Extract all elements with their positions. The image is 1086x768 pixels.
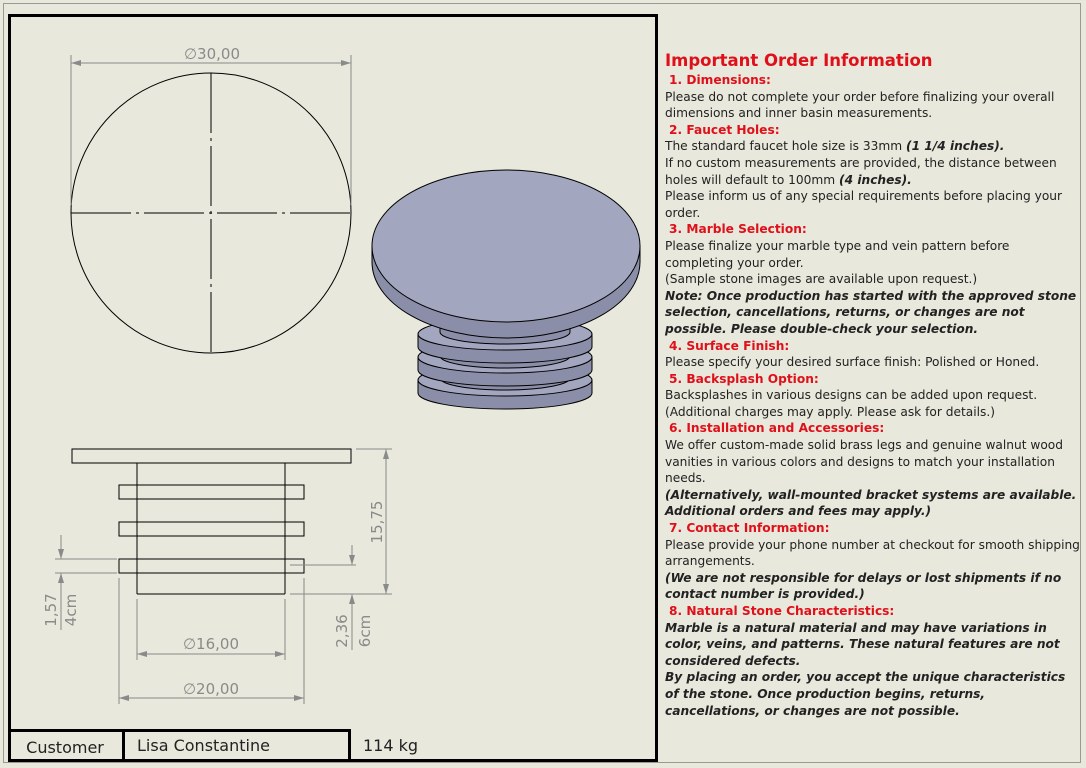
section-text-run: Please inform us of any special requirements before placing your order. xyxy=(665,189,1063,220)
section-heading: 3. Marble Selection: xyxy=(669,222,807,237)
customer-name: Lisa Constantine xyxy=(125,729,351,762)
section-text-run: Please provide your phone number at checkout for smooth shipping arrangements. xyxy=(665,537,1080,569)
ring-thickness-in-label: 1,57 xyxy=(42,593,60,627)
height-label: 15,75 xyxy=(368,500,386,544)
isometric-view xyxy=(372,170,640,409)
section-text xyxy=(665,238,1080,271)
section-note: By placing an order, you accept the unique characteristics of the stone. Once production begins, returns, cancellations, or changes are not possible. xyxy=(665,670,1066,718)
title-block xyxy=(8,729,658,762)
section-text xyxy=(665,437,1080,487)
customer-label: Customer xyxy=(8,729,125,762)
section-text-run: The standard faucet hole size is 33mm xyxy=(665,139,906,154)
section-text-emphasis: (4 inches). xyxy=(839,172,912,187)
top-view xyxy=(71,45,351,353)
section-text-run: (Additional charges may apply. Please ask for details.) xyxy=(665,404,995,419)
weight-value: 114 kg xyxy=(363,736,419,755)
section-text xyxy=(665,89,1080,122)
section-text xyxy=(665,537,1080,570)
section-note: (We are not responsible for delays or lost shipments if no contact number is provided.) xyxy=(665,570,1062,602)
section-text-run: Please do not complete your order before finalizing your overall dimensions and inner basin measurements. xyxy=(665,89,1055,121)
lower-gap-in-label: 2,36 xyxy=(333,614,351,648)
ring-thickness-cm-label: 4cm xyxy=(62,593,80,627)
ring-diameter-label: ∅20,00 xyxy=(182,680,240,698)
section-text-run: We offer custom-made solid brass legs and genuine walnut wood vanities in various colors and designs to match your installation needs. xyxy=(665,438,1064,486)
section-heading: 8. Natural Stone Characteristics: xyxy=(669,604,895,618)
top-dim-arrow-left xyxy=(71,60,81,66)
section-heading: 5. Backsplash Option: xyxy=(669,371,819,386)
section-note: Note: Once production has started with the approved stone selection, cancellations, returns, or changes are not possible. Please double-check your selection. xyxy=(665,288,1077,336)
lower-gap-cm-label: 6cm xyxy=(356,614,374,648)
section-heading: 7. Contact Information: xyxy=(669,521,830,536)
section-text-run: Please specify your desired surface finish: Polished or Honed. xyxy=(665,355,1040,370)
section-text-run: Please finalize your marble type and vein pattern before completing your order. xyxy=(665,238,1010,270)
section-text-run: (Sample stone images are available upon request.) xyxy=(665,272,978,287)
section-heading: 1. Dimensions: xyxy=(669,73,771,87)
section-note: (Alternatively, wall-mounted bracket systems are available. Additional orders and fees may apply.) xyxy=(665,487,1077,519)
stem-diameter-label: ∅16,00 xyxy=(182,635,240,653)
info-sections xyxy=(665,72,1080,719)
section-text xyxy=(665,354,1080,371)
section-text-run: Backsplashes in various designs can be added upon request. xyxy=(665,388,1038,403)
order-info-panel xyxy=(665,50,1080,719)
section-text-run: If no custom measurements are provided, the distance between holes will default to 100mm xyxy=(665,155,1057,187)
section-text xyxy=(665,404,1080,421)
section-text xyxy=(665,138,1080,155)
section-heading: 6. Installation and Accessories: xyxy=(669,421,885,436)
section-text-emphasis: (1 1/4 inches). xyxy=(906,139,1005,154)
section-text xyxy=(665,387,1080,404)
section-text xyxy=(665,188,1080,221)
section-text xyxy=(665,271,1080,288)
top-dim-arrow-right xyxy=(341,60,351,66)
side-view xyxy=(72,449,351,594)
info-title: Important Order Information xyxy=(665,51,933,70)
section-heading: 4. Surface Finish: xyxy=(669,338,790,353)
side-view-dimensions xyxy=(55,449,392,704)
section-note: Marble is a natural material and may have variations in color, veins, and patterns. These natural features are not considered defects. xyxy=(665,620,1060,668)
top-diameter-label: ∅30,00 xyxy=(183,45,241,63)
section-heading: 2. Faucet Holes: xyxy=(669,122,780,137)
section-text xyxy=(665,155,1080,188)
